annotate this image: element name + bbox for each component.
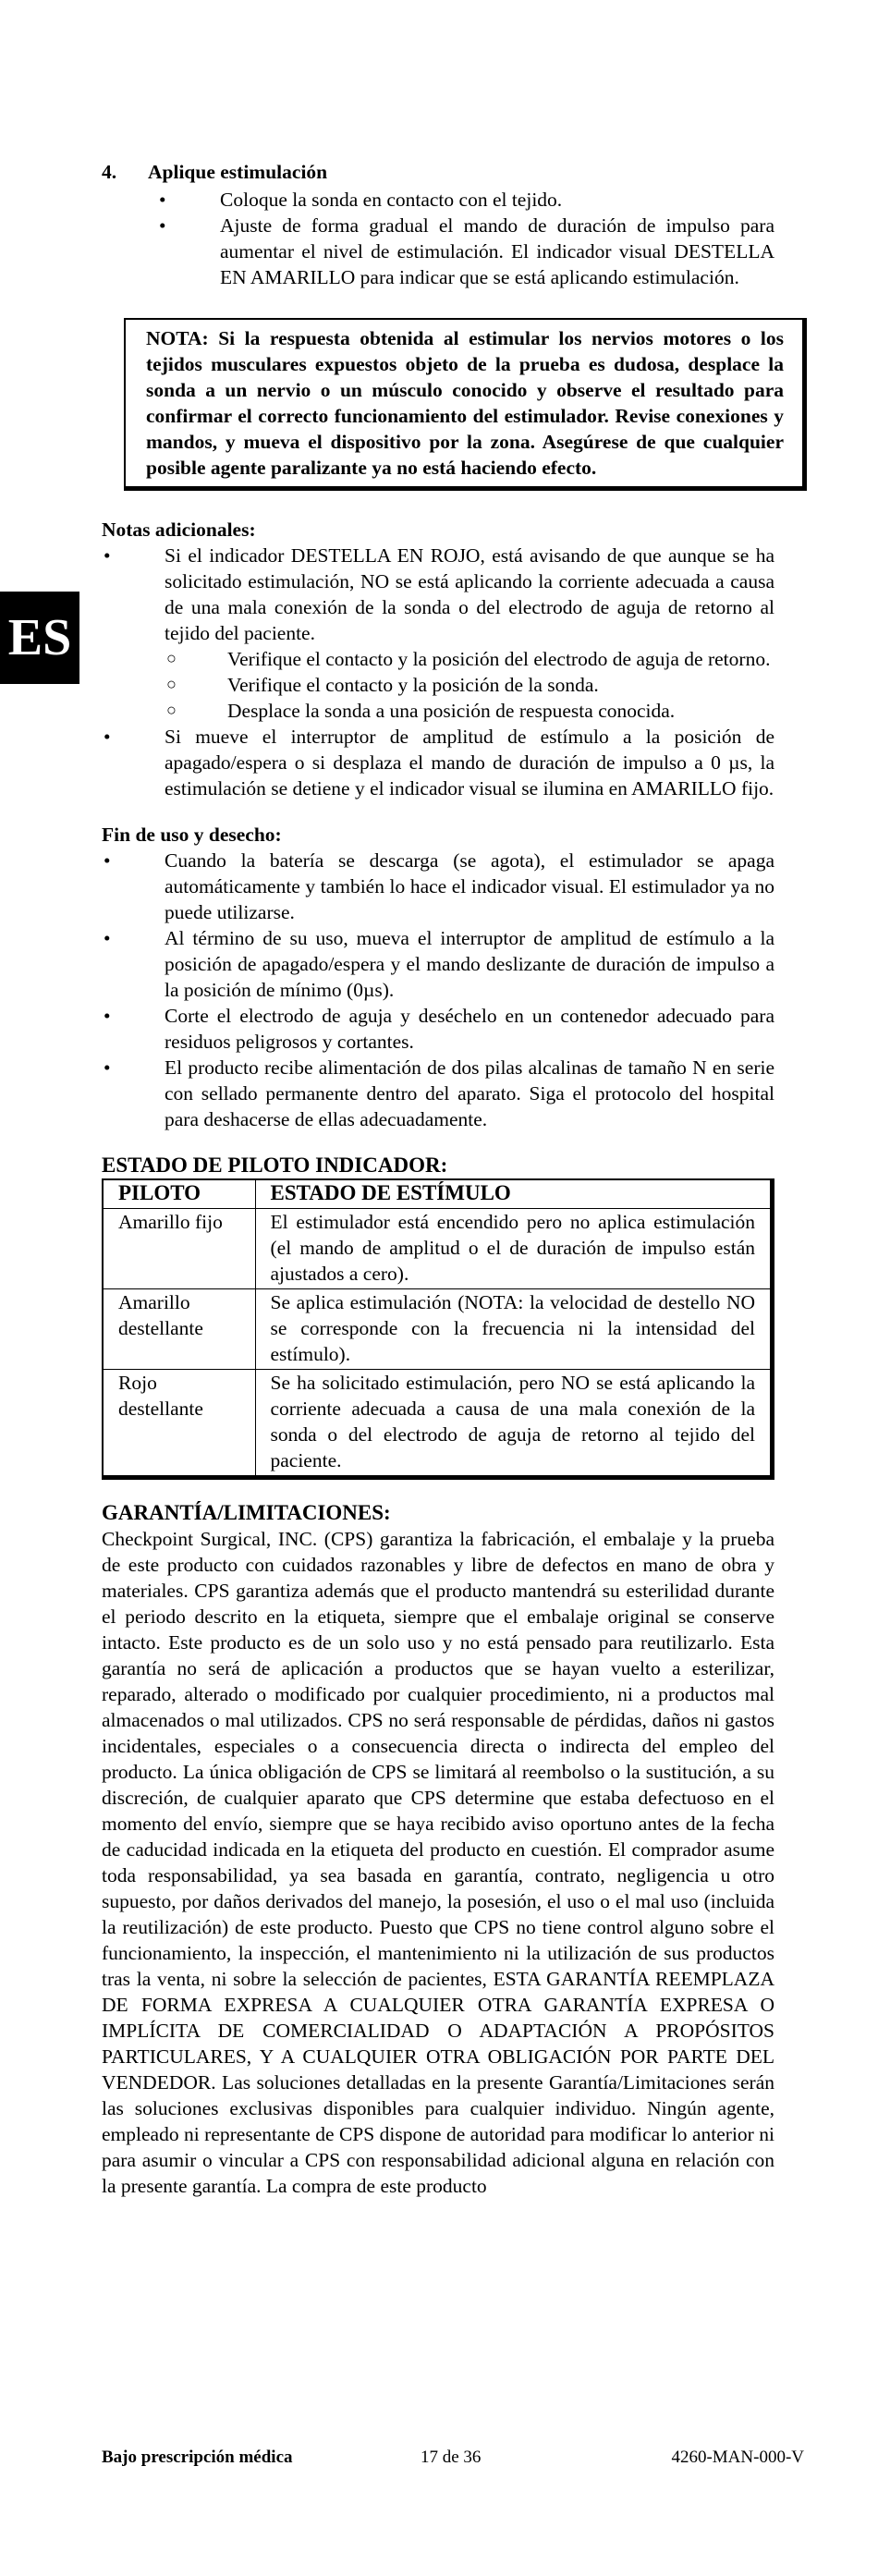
pilot-cell: Amarillo fijo [103,1209,255,1289]
list-item-text: Corte el electrodo de aguja y deséchelo en un contenedor adecuado para residuos peligrosos y cortantes. [165,1005,774,1053]
list-item-text: El producto recibe alimentación de dos pilas alcalinas de tamaño N en serie con sellado permanente dentro del aparato. Siga el protocolo del hospital para deshacerse de ellas adecuadamente. [165,1056,774,1130]
pilot-cell: Rojo destellante [103,1370,255,1478]
pilot-table-title: ESTADO DE PILOTO INDICADOR: [102,1154,448,1177]
step-title: Aplique estimulación [148,161,328,183]
footer-doc-code: 4260-MAN-000-V [671,2448,804,2467]
list-item [102,925,774,1003]
end-of-use-title: Fin de uso y desecho: [102,824,282,846]
page-content [102,159,784,2199]
sub-list-item [165,646,774,672]
bullet-icon: • [104,544,111,567]
list-item-text: Si mueve el interruptor de amplitud de estímulo a la posición de apagado/espera o si desplaza el mando de duración de impulso a 0 µs, la estimulación se detiene y el indicador visual se ilumina en AMARILLO fijo. [165,726,774,800]
footer-page-number: 17 de 36 [421,2448,482,2467]
list-item [102,724,774,801]
step-number: 4. [102,161,117,183]
bullet-icon: • [159,214,166,237]
bullet-icon: • [104,849,111,872]
list-item-text: Si el indicador DESTELLA EN ROJO, está avisando de que aunque se ha solicitado estimulación, NO se está aplicando la corriente adecuada a causa de una mala conexión de la sonda o del electrodo de aguja de retorno al tejido del paciente. [165,544,774,644]
bullet-icon: • [104,1056,111,1079]
bullet-icon: • [104,726,111,748]
list-item [157,213,774,290]
circle-bullet-icon: ○ [166,701,177,719]
list-item [102,1055,774,1132]
column-header-state: ESTADO DE ESTÍMULO [255,1179,773,1209]
note-box: NOTA: Si la respuesta obtenida al estimular los nervios motores o los tejidos musculares expuestos objeto de la prueba es dudosa, desplace la sonda a un nervio o un músculo conocido y observe el resultado para confirmar el correcto funcionamiento del estimulador. Revise conexiones y mandos, y mueva el dispositivo por la zona. Asegúrese de que cualquier posible agente paralizante ya no está haciendo efecto. [124,318,807,491]
table-header-row [103,1179,773,1209]
list-item [102,543,774,724]
end-of-use-list [102,848,774,1132]
circle-bullet-icon: ○ [166,649,177,667]
state-cell: Se aplica estimulación (NOTA: la velocidad de destello NO se corresponde con la frecuencia ni la intensidad del estímulo). [255,1289,773,1370]
column-header-pilot: PILOTO [103,1179,255,1209]
bullet-icon: • [159,189,166,211]
list-item [157,187,774,213]
sub-list-item-text: Desplace la sonda a una posición de respuesta conocida. [227,700,676,722]
list-item-text: Ajuste de forma gradual el mando de duración de impulso para aumentar el nivel de estimulación. El indicador visual DESTELLA EN AMARILLO para indicar que se está aplicando estimulación. [220,214,774,288]
sub-list-item [165,672,774,698]
table-row [103,1289,773,1370]
step-4-heading [102,159,774,185]
pilot-status-table [102,1178,774,1480]
circle-bullet-icon: ○ [166,675,177,693]
footer-prescription: Bajo prescripción médica [102,2448,293,2467]
state-cell: Se ha solicitado estimulación, pero NO se está aplicando la corriente adecuada a causa de una mala conexión de la sonda o del electrodo de aguja de retorno al tejido del paciente. [255,1370,773,1478]
step-4-list [157,187,774,290]
table-row [103,1370,773,1478]
bullet-icon: • [104,1005,111,1027]
bullet-icon: • [104,927,111,949]
table-row [103,1209,773,1289]
pilot-cell: Amarillo destellante [103,1289,255,1370]
additional-notes-list [102,543,774,801]
state-cell: El estimulador está encendido pero no aplica estimulación (el mando de amplitud o el de duración de impulso están ajustados a cero). [255,1209,773,1289]
sub-list-item [165,698,774,724]
list-item [102,1003,774,1055]
warranty-text: Checkpoint Surgical, INC. (CPS) garantiza la fabricación, el embalaje y la prueba de este producto con cuidados razonables y libre de defectos en mano de obra y materiales. CPS garantiza además que el producto mantendrá su esterilidad durante el periodo descrito en la etiqueta, siempre que el embalaje original se conserve intacto. Este producto es de un solo uso y no está pensado para reutilizarlo. Esta garantía no será de aplicación a productos que se hayan vuelto a esterilizar, reparado, alterado o modificado por cualquier procedimiento, ni a productos mal almacenados o mal utilizados. CPS no será responsable de pérdidas, daños ni gastos incidentales, especiales o a consecuencia directa o indirecta del empleo del producto. La única obligación de CPS se limitará al reembolso o la sustitución, a su discreción, de cualquier aparato que CPS determine que estaba defectuoso en el momento del envío, siempre que se haya recibido aviso oportuno antes de la fecha de caducidad indicada en la etiqueta del producto en cuestión. El comprador asume toda responsabilidad, ya sea basada en garantía, contrato, negligencia u otro supuesto, por daños derivados del manejo, la posesión, el uso o el mal uso (incluida la reutilización) de este producto. Puesto que CPS no tiene control alguno sobre el funcionamiento, la inspección, el mantenimiento ni la utilización de sus productos tras la venta, ni sobre la selección de pacientes, ESTA GARANTÍA REEMPLAZA DE FORMA EXPRESA A CUALQUIER OTRA GARANTÍA EXPRESA O IMPLÍCITA DE COMERCIALIDAD O ADAPTACIÓN A PROPÓSITOS PARTICULARES, Y A CUALQUIER OTRA OBLIGACIÓN POR PARTE DEL VENDEDOR. Las soluciones detalladas en la presente Garantía/Limitaciones serán las soluciones exclusivas disponibles para cualquier individuo. Ningún agente, empleado ni representante de CPS dispone de autoridad para modificar lo anterior ni para asumir o vincular a CPS con responsabilidad adicional alguna en relación con la presente garantía. La compra de este producto [102,1528,774,2197]
list-item-text: Coloque la sonda en contacto con el tejido. [220,189,563,211]
list-item-text: Al término de su uso, mueva el interruptor de amplitud de estímulo a la posición de apagado/espera y el mando deslizante de duración de impulso a la posición de mínimo (0µs). [165,927,774,1001]
sub-list-item-text: Verifique el contacto y la posición de la sonda. [227,674,599,696]
sub-list [165,646,774,724]
list-item [102,848,774,925]
list-item-text: Cuando la batería se descarga (se agota), el estimulador se apaga automáticamente y también lo hace el indicador visual. El estimulador ya no puede utilizarse. [165,849,774,923]
additional-notes-title: Notas adicionales: [102,519,256,541]
language-tab: ES [0,592,79,684]
page-footer [102,2445,804,2471]
warranty-title: GARANTÍA/LIMITACIONES: [102,1501,391,1524]
sub-list-item-text: Verifique el contacto y la posición del electrodo de aguja de retorno. [227,648,771,670]
